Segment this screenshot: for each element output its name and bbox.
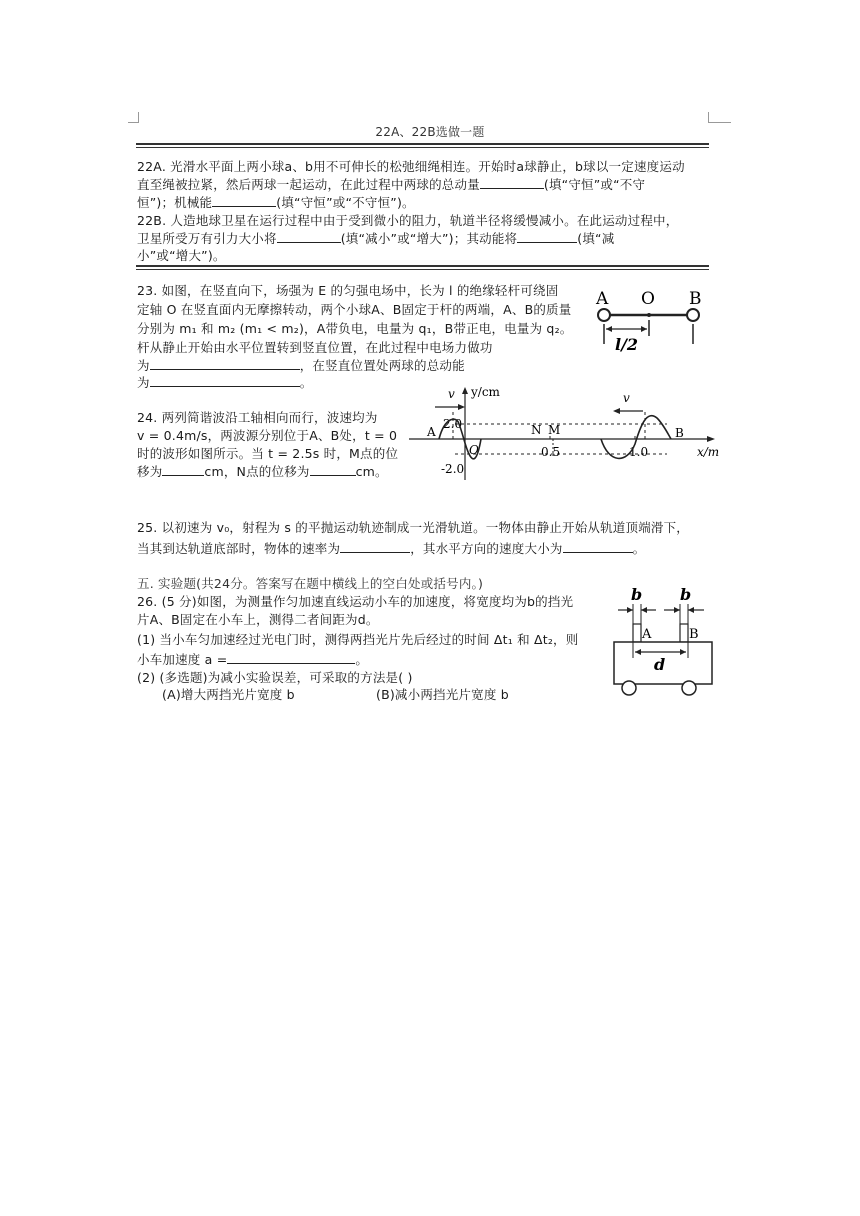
q24-y-top-label: 2.0 <box>443 417 463 431</box>
q26-flag-A <box>633 624 641 642</box>
q24-N-displacement-blank[interactable] <box>310 463 356 476</box>
q24-origin-label: O <box>469 443 479 457</box>
q23-line-2: 定轴 O 在竖直面内无摩擦转动，两个小球A、B固定于杆的两端，A、B的质量 <box>137 302 572 317</box>
header-rule-2 <box>136 147 709 148</box>
q22a-text-2a: 直至绳被拉紧，然后两球一起运动，在此过程中两球的总动量 <box>137 177 480 192</box>
q25-horizontal-speed-blank[interactable] <box>563 540 633 553</box>
q26-cart-figure <box>604 582 722 698</box>
q22b-kinetic-blank[interactable] <box>517 230 577 243</box>
page-header-title: 22A、22B选做一题 <box>375 125 485 139</box>
q23-ball-A <box>598 309 610 321</box>
q23-label-length: l/2 <box>615 335 639 354</box>
q24-line-1: 24. 两列简谐波沿工轴相向而行，波速均为 <box>137 410 378 425</box>
q23-text-6end: 。 <box>299 375 313 390</box>
q22a-line-2 <box>137 175 645 193</box>
q26-b-right-arrowhead-b <box>688 607 694 613</box>
q24-y-axis-arrow <box>462 387 468 394</box>
q23-line-1: 23. 如图，在竖直向下，场强为 E 的匀强电场中，长为 l 的绝缘轻杆可绕固 <box>137 283 559 298</box>
q24-line-2: v = 0.4m/s，两波源分别位于A、B处，t = 0 <box>137 428 398 443</box>
q24-tick-label-05: 0.5 <box>541 445 561 459</box>
q23-text-5b: ，在竖直位置处两球的总动能 <box>299 358 465 373</box>
q24-text-4c: cm。 <box>355 464 388 479</box>
q22a-energy-blank[interactable] <box>212 194 276 207</box>
q25-text-2a: 当其到达轨道底部时，物体的速率为 <box>137 541 341 556</box>
q26-label-b-left: b <box>631 585 643 604</box>
q23-text-6: 为 <box>137 375 150 390</box>
corner-mark-right <box>708 112 731 123</box>
q23-line-3: 分别为 m₁ 和 m₂ (m₁ < m₂)，A带负电，电量为 q₁，B带正电，电量为 q₂。 <box>137 321 573 336</box>
q22a-momentum-blank[interactable] <box>480 176 544 189</box>
q26-flag-B <box>680 624 688 642</box>
q24-left-v-label: v <box>448 387 455 401</box>
q23-rod-figure <box>590 284 715 356</box>
q23-dim-arrowhead-right <box>641 326 647 332</box>
q24-left-v-arrowhead <box>458 404 465 410</box>
q26-option-B[interactable]: (B)减小两挡光片宽度 b <box>376 687 509 702</box>
section5-heading: 五. 实验题(共24分。答案写在题中横线上的空白处或括号内。) <box>137 576 484 591</box>
q26-wheel-left <box>622 681 636 695</box>
q24-y-bot-label: -2.0 <box>441 462 465 476</box>
q22a-text-2b: (填“守恒”或“不守 <box>543 177 646 192</box>
q23-line-4: 杆从静止开始由水平位置转到竖直位置，在此过程中电场力做功 <box>137 340 493 355</box>
q26-b-right-arrowhead-a <box>674 607 680 613</box>
q22b-gravity-blank[interactable] <box>277 230 341 243</box>
q26-line-5: (2) (多选题)为减小实验误差，可采取的方法是( ) <box>137 670 413 685</box>
q23-text-5a: 为 <box>137 358 150 373</box>
q23-dim-arrowhead-left <box>606 326 612 332</box>
q23-line-5 <box>137 356 465 374</box>
q24-x-axis-arrow <box>707 436 715 442</box>
q23-ball-B <box>687 309 699 321</box>
q22b-text-2b: (填“减小”或“增大”)；其动能将 <box>340 231 518 246</box>
q23-line-6 <box>137 373 312 391</box>
q24-right-v-arrowhead <box>613 408 620 414</box>
section-rule-2 <box>136 269 709 270</box>
q25-line-1: 25. 以初速为 v₀，射程为 s 的平抛运动轨迹制成一光滑轨道。一物体由静止开始从轨道顶端滑下， <box>137 520 689 535</box>
q26-text-4a: 小车加速度 a = <box>137 652 228 667</box>
q24-wave-figure <box>405 384 723 484</box>
q24-tick-label-10: 1.0 <box>629 445 649 459</box>
q23-label-B: B <box>689 289 702 309</box>
q26-label-d: d <box>654 655 666 674</box>
q23-label-O: O <box>641 289 655 309</box>
q23-label-A: A <box>596 289 609 309</box>
q22b-text-2a: 卫星所受万有引力大小将 <box>137 231 277 246</box>
q25-speed-blank[interactable] <box>340 540 410 553</box>
q25-text-2c: 。 <box>632 541 646 556</box>
q24-line-3: 时的波形如图所示。当 t = 2.5s 时，M点的位 <box>137 446 399 461</box>
q22b-line-2 <box>137 229 614 247</box>
q22a-line-3 <box>137 193 415 211</box>
q26-line-3: (1) 当小车匀加速经过光电门时，测得两挡光片先后经过的时间 Δt₁ 和 Δt₂，则 <box>137 632 579 647</box>
q26-line-4 <box>137 650 368 668</box>
q22a-text-3b: (填“守恒”或“不守恒”)。 <box>276 195 415 210</box>
q26-label-b-right: b <box>680 585 692 604</box>
q24-right-v-label: v <box>623 391 630 405</box>
q26-acceleration-blank[interactable] <box>227 651 355 664</box>
q26-label-B: B <box>689 627 699 642</box>
q26-line-2: 片A、B固定在小车上，测得二者间距为d。 <box>137 612 379 627</box>
header-rule-1 <box>136 143 709 145</box>
q23-work-blank[interactable] <box>150 357 300 370</box>
q22a-text-3a: 恒”)；机械能 <box>137 195 213 210</box>
q24-label-B: B <box>675 426 684 440</box>
q26-label-A: A <box>642 627 652 642</box>
q26-wheel-right <box>682 681 696 695</box>
q23-kinetic-blank[interactable] <box>150 374 300 387</box>
q24-text-4b: cm，N点的位移为 <box>204 464 310 479</box>
q24-line-4 <box>137 462 388 480</box>
section-rule-1 <box>136 265 709 267</box>
q24-x-axis-label: x/m <box>697 445 720 459</box>
q24-text-4a: 移为 <box>137 464 163 479</box>
q26-b-left-arrowhead-a <box>627 607 633 613</box>
q22b-text-2c: (填“减 <box>577 231 615 246</box>
q26-line-1: 26. (5 分)如图，为测量作匀加速直线运动小车的加速度，将宽度均为b的挡光 <box>137 594 574 609</box>
q24-M-displacement-blank[interactable] <box>162 463 204 476</box>
q24-label-A: A <box>427 425 436 439</box>
q25-line-2 <box>137 539 645 557</box>
q22b-line-3: 小”或“增大”)。 <box>137 248 226 263</box>
q26-b-left-arrowhead-b <box>641 607 647 613</box>
q26-text-4b: 。 <box>355 652 369 667</box>
q22a-line-1: 22A. 光滑水平面上两小球a、b用不可伸长的松弛细绳相连。开始时a球静止，b球以一定速度运动 <box>137 159 685 174</box>
q25-text-2b: ，其水平方向的速度大小为 <box>410 541 563 556</box>
q22b-line-1: 22B. 人造地球卫星在运行过程中由于受到微小的阻力，轨道半径将缓慢减小。在此运动过程中， <box>137 213 679 228</box>
q24-label-M: M <box>548 423 561 437</box>
q23-pivot-O <box>647 313 651 317</box>
corner-mark-left <box>128 112 139 123</box>
q24-y-axis-label: y/cm <box>471 385 500 399</box>
q26-option-A[interactable]: (A)增大两挡光片宽度 b <box>162 687 295 702</box>
q24-label-N: N <box>531 423 542 437</box>
